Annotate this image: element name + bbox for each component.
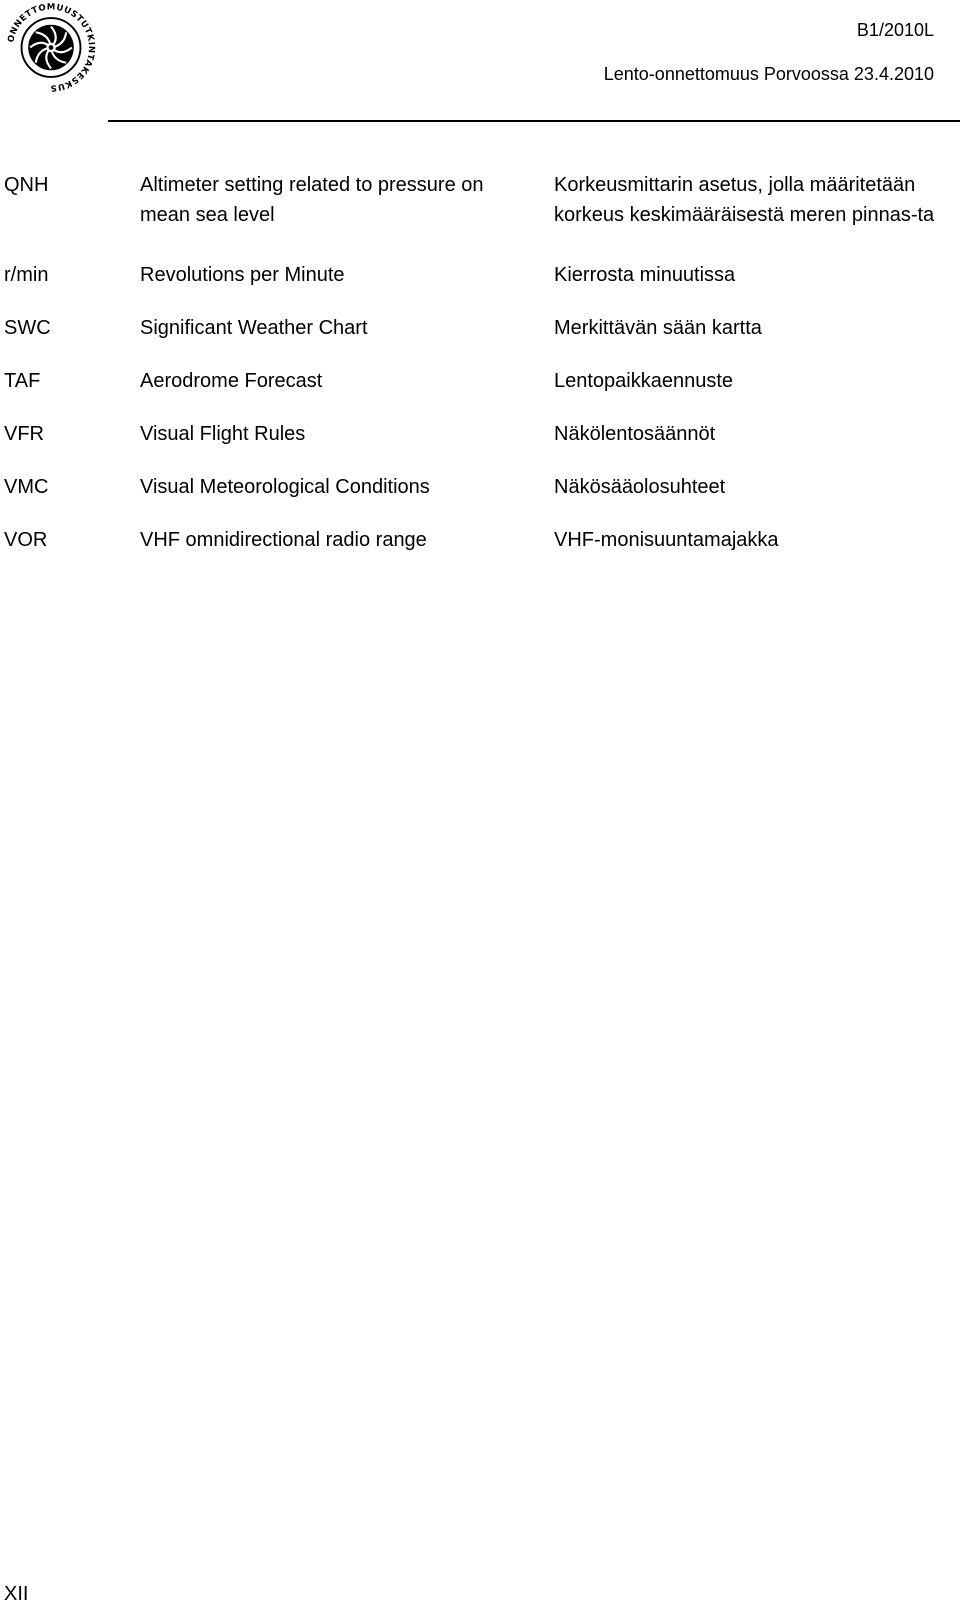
report-title: Lento-onnettomuus Porvoossa 23.4.2010 <box>603 64 934 84</box>
finnish-term: Merkittävän sään kartta <box>554 317 762 339</box>
glossary-row-rmin <box>0 260 960 290</box>
abbreviation: SWC <box>4 317 51 339</box>
english-term: Visual Meteorological Conditions <box>140 476 430 498</box>
glossary-row-taf <box>0 366 960 396</box>
english-term: VHF omnidirectional radio range <box>140 529 427 551</box>
abbreviation: VFR <box>4 423 44 445</box>
finnish-term: Näkölentosäännöt <box>554 423 716 445</box>
abbreviation: QNH <box>4 174 49 196</box>
english-term: Visual Flight Rules <box>140 423 306 445</box>
english-term: Revolutions per Minute <box>140 264 345 286</box>
header-divider <box>108 120 960 122</box>
glossary-row-vfr <box>0 419 960 449</box>
finnish-term: Näkösääolosuhteet <box>554 476 726 498</box>
glossary-row-qnh <box>0 170 960 230</box>
report-code: B1/2010L <box>856 20 934 40</box>
abbreviations-glossary <box>0 170 960 578</box>
english-term: Altimeter setting related to pressure on mean sea level <box>140 174 484 226</box>
glossary-row-swc <box>0 313 960 343</box>
glossary-row-vor <box>0 525 960 555</box>
glossary-row-vmc <box>0 472 960 502</box>
page-number: XII <box>4 1583 29 1605</box>
english-term: Aerodrome Forecast <box>140 370 323 392</box>
finnish-term: Korkeusmittarin asetus, jolla määritetään korkeus keskimääräisestä meren pinnas-ta <box>554 174 935 226</box>
abbreviation: r/min <box>4 264 49 286</box>
abbreviation: VOR <box>4 529 48 551</box>
abbreviation: TAF <box>4 370 41 392</box>
agency-seal-logo <box>2 0 100 95</box>
finnish-term: VHF-monisuuntamajakka <box>554 529 779 551</box>
english-term: Significant Weather Chart <box>140 317 368 339</box>
finnish-term: Lentopaikkaennuste <box>554 370 734 392</box>
abbreviation: VMC <box>4 476 49 498</box>
seal-text: ONNETTOMUUSTUTKINTAKESKUS <box>6 2 97 93</box>
finnish-term: Kierrosta minuutissa <box>554 264 736 286</box>
